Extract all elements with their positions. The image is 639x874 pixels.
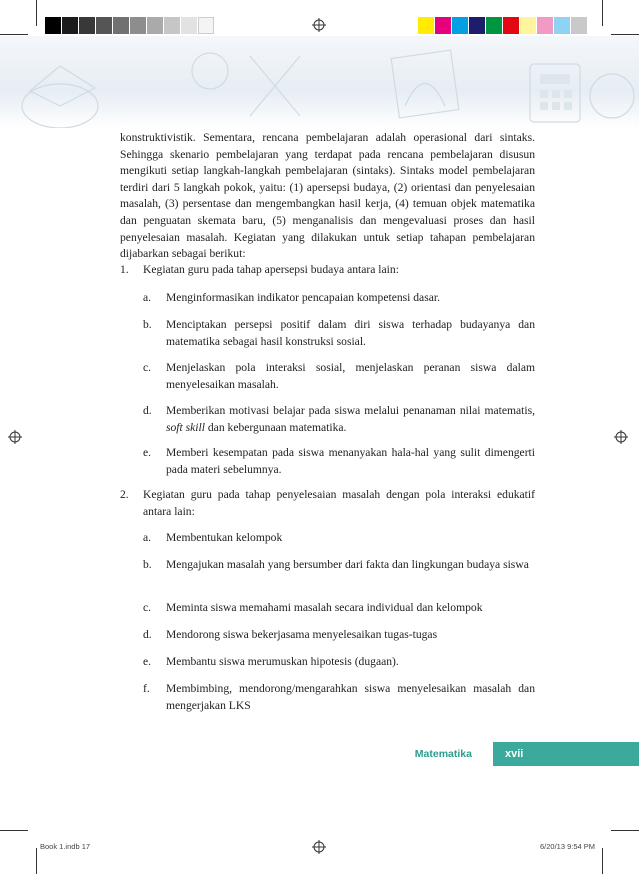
header-decoration (0, 36, 639, 128)
slug-filename: Book 1.indb 17 (40, 842, 91, 851)
sublist-item: Mendorong siswa bekerjasama menyelesaikan tugas-tugas (166, 628, 438, 641)
sublist-letter: b. (143, 558, 152, 571)
sublist-italic-text: soft skill (166, 420, 205, 434)
list-heading: Kegiatan guru pada tahap apersepsi budaya antara lain: (143, 263, 399, 276)
sublist-letter: a. (143, 291, 152, 304)
sublist-letter: f. (143, 682, 150, 695)
sublist-item: Membantu siswa merumuskan hipotesis (dugaan). (166, 655, 399, 668)
registration-mark-icon (312, 18, 326, 32)
sublist-item: Menjelaskan pola interaksi sosial, menjelaskan peranan siswa dalam menyelesaikan masalah. (166, 361, 535, 391)
math-illustration-icon (0, 36, 639, 128)
footer-subject: Matematika (414, 748, 472, 760)
sublist-item: Membentukan kelompok (166, 531, 283, 544)
sublist-item: Menginformasikan indikator pencapaian kompetensi dasar. (166, 291, 440, 304)
sublist-item: Membimbing, mendorong/mengarahkan siswa menyelesaikan masalah dan mengerjakan LKS (166, 682, 535, 712)
page-number: xvii (493, 742, 639, 766)
sublist-letter: e. (143, 446, 152, 459)
registration-mark-icon (312, 840, 326, 854)
sublist-letter: c. (143, 361, 152, 374)
sublist-item: Menciptakan persepsi positif dalam diri siswa terhadap budayanya dan matematika sebagai hasil konstruksi sosial. (166, 318, 535, 348)
sublist-item (166, 403, 535, 436)
list-number: 2. (120, 488, 129, 501)
sublist-letter: b. (143, 318, 152, 331)
sublist-letter: d. (143, 628, 152, 641)
registration-mark-icon (614, 430, 628, 444)
list-number: 1. (120, 263, 129, 276)
sublist-letter: c. (143, 601, 152, 614)
sublist-text: Memberikan motivasi belajar pada siswa melalui penanaman nilai matematis, (166, 404, 535, 417)
slug-date: 6/20/13 9:54 PM (540, 842, 596, 851)
sublist-item: Memberi kesempatan pada siswa menanyakan hala-hal yang sulit dimengerti pada materi sebelumnya. (166, 446, 535, 476)
paragraph-text: konstruktivistik. Sementara, rencana pembelajaran adalah operasional dari sintaks. Sehingga skenario pembelajaran yang terdapat pada rencana pembelajaran disusun mengikuti setiap langkah-langkah pembelajaran (sintaks). Sintaks model pembelajaran terdiri dari 5 langkah pokok, yaitu: (1) apersepsi budaya, (2) orientasi dan penyelesaian masalah, (3) persentase dan mengembangkan hasil kerja, (4) temuan objek matematika dan penguatan skemata baru, (5) menganalisis dan mengevaluasi proses dan hasil penyelesaian masalah. Kegiatan yang dilakukan untuk setiap tahapan pembelajaran dijabarkan sebagai berikut: (120, 131, 535, 261)
sublist-item: Mengajukan masalah yang bersumber dari fakta dan lingkungan budaya siswa (166, 558, 529, 571)
sublist-letter: e. (143, 655, 152, 668)
sublist-letter: a. (143, 531, 152, 544)
list-heading: Kegiatan guru pada tahap penyelesaian masalah dengan pola interaksi edukatif antara lain: (143, 488, 535, 518)
sublist-text: dan kebergunaan matematika. (204, 420, 347, 434)
body-paragraph (120, 130, 535, 263)
sublist-item: Meminta siswa memahami masalah secara individual dan kelompok (166, 601, 483, 614)
sublist-letter: d. (143, 404, 152, 417)
registration-mark-icon (8, 430, 22, 444)
